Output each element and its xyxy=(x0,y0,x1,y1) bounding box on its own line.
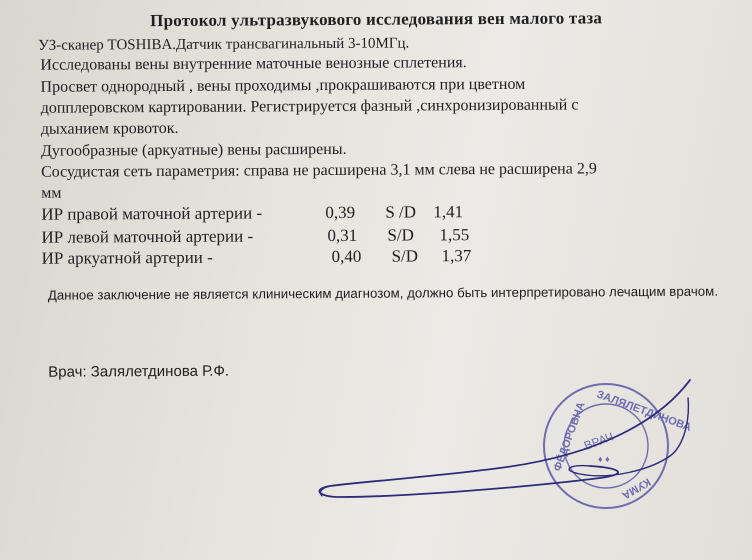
ir-row-sd-label: S /D xyxy=(385,202,417,222)
signature xyxy=(319,380,690,497)
ir-row-sd-value: 1,41 xyxy=(433,202,464,222)
svg-text:КУМА: КУМА xyxy=(619,475,653,502)
svg-text:ЗАЛЯЛЕТДИНОВА: ЗАЛЯЛЕТДИНОВА xyxy=(594,388,693,434)
doctor-stamp xyxy=(544,384,693,508)
report-line: Исследованы вены внутренние маточные венозные сплетения. xyxy=(40,54,467,74)
doctor-name: Врач: Залялетдинова Р.Ф. xyxy=(48,362,230,381)
ir-row-sd-label: S/D xyxy=(391,246,419,266)
ir-row-sd-value: 1,55 xyxy=(439,225,470,245)
svg-text:♦ ♦: ♦ ♦ xyxy=(598,454,610,464)
report-line: мм xyxy=(41,184,62,202)
ir-row-name: ИР правой маточной артерии - xyxy=(41,203,263,224)
ir-row-sd-value: 1,37 xyxy=(441,246,472,266)
disclaimer-note: Данное заключение не является клиническим диагнозом, должно быть интерпретировано лечащим врачом. xyxy=(47,283,719,303)
scanner-info: УЗ-сканер TOSHIBA.Датчик трансвагинальный 3-10МГц. xyxy=(38,35,410,54)
ir-row-value: 0,39 xyxy=(325,202,356,223)
ir-row-value: 0,40 xyxy=(331,246,362,266)
report-line: Сосудистая сеть параметрия: справа не расширена 3,1 мм слева не расширена 2,9 xyxy=(41,160,597,181)
document-title: Протокол ультразвукового исследования вен малого таза xyxy=(150,8,603,31)
svg-text:ФЁДОРОВНА: ФЁДОРОВНА xyxy=(551,400,588,474)
report-line: Дугообразные (аркуатные) вены расширены. xyxy=(40,140,347,160)
ir-row-sd-label: S/D xyxy=(387,225,414,245)
svg-text:ВРАЧ: ВРАЧ xyxy=(582,429,616,453)
report-line: дыханием кровоток. xyxy=(40,119,179,138)
report-line: Просвет однородный , вены проходимы ,прокрашиваются при цветном xyxy=(40,75,526,96)
ir-row-value: 0,31 xyxy=(327,225,358,246)
ir-row-name: ИР аркуатной артерии - xyxy=(41,247,213,268)
ir-row-name: ИР левой маточной артерии - xyxy=(41,226,254,247)
report-line: допплеровском картировании. Регистрируется фазный ,синхронизированный с xyxy=(40,96,579,117)
